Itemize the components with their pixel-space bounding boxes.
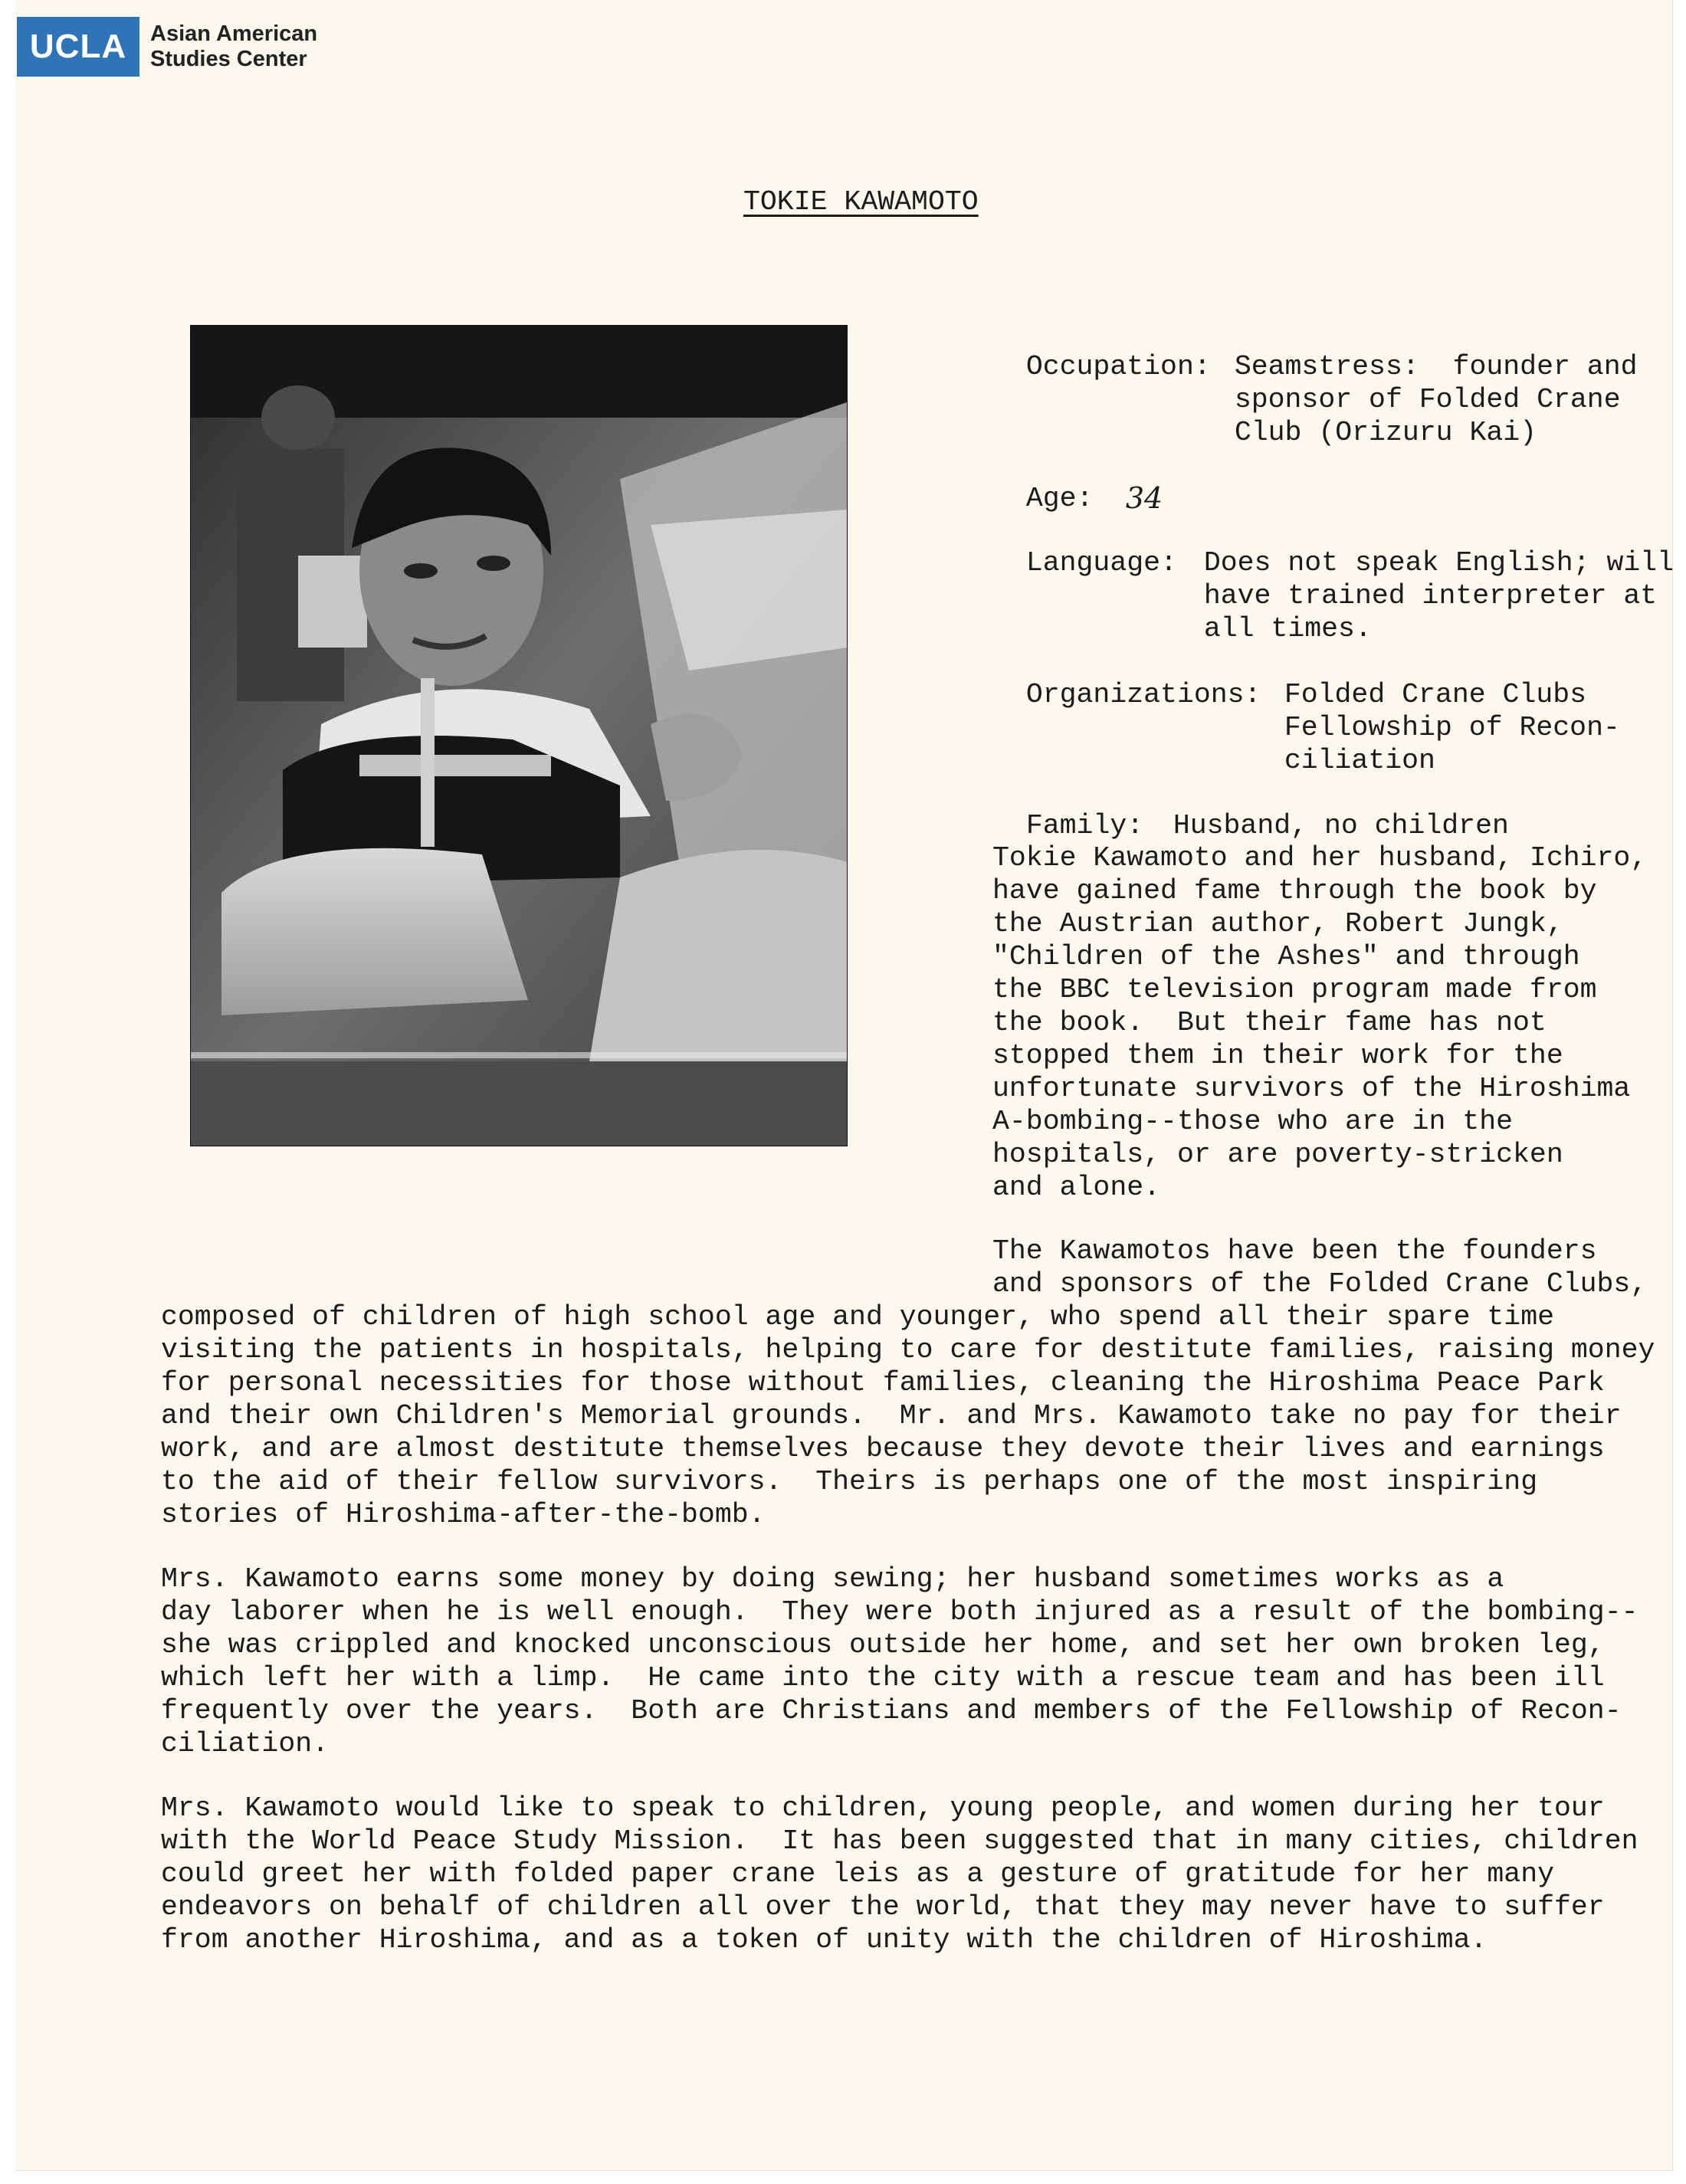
age-label: Age:	[1025, 483, 1094, 514]
center-name	[150, 21, 317, 72]
age-value: 34	[1125, 481, 1163, 515]
fame-paragraph: Tokie Kawamoto and her husband, Ichiro, have gained fame through the book by the Austrian author, Robert Jungk, "Children of the Ashes" and through the BBC television program made from the book. But their fame has not stopped them in their work for the unfortunate survivors of the Hiroshima A-bombing--those who are in the hospitals, or are poverty-stricken and alone.	[992, 842, 1648, 1203]
portrait-photo-icon	[191, 326, 847, 1146]
family-field	[992, 776, 1509, 842]
language-label: Language:	[1025, 547, 1177, 579]
founders-paragraph-start: The Kawamotos have been the founders and sponsors of the Folded Crane Clubs,	[992, 1235, 1648, 1300]
occupation-field	[992, 317, 1638, 449]
founders-paragraph-continued: composed of children of high school age and younger, who spend all their spare time visiting the patients in hospitals, helping to care for destitute families, raising money for personal necessities for those without families, cleaning the Hiroshima Peace Park and their own Children's Memorial grounds. Mr. and Mrs. Kawamoto take no pay for their work, and are almost destitute themselves because they devote their lives and earnings to the aid of their fellow survivors. Theirs is perhaps one of the most inspiring stories of Hiroshima-after-the-bomb.	[161, 1301, 1655, 1530]
center-name-line-1: Asian American	[150, 21, 318, 46]
family-value: Husband, no children	[1173, 810, 1509, 841]
family-label: Family:	[1025, 810, 1144, 841]
occupation-value: Seamstress: founder and sponsor of Folded Crane Club (Orizuru Kai)	[1234, 351, 1638, 448]
sewing-paragraph: Mrs. Kawamoto earns some money by doing sewing; her husband sometimes works as a day laborer when he is well enough. They were both injured as a result of the bombing-- she was crippled and knocked unconscious outside her home, and set her own broken leg, which left her with a limp. He came into the city with a rescue team and has been ill frequently over the years. Both are Christians and members of the Fellowship of Recon- ciliation.	[161, 1563, 1638, 1759]
occupation-label: Occupation:	[1025, 351, 1211, 382]
age-field	[992, 449, 1163, 515]
center-name-line-2: Studies Center	[150, 47, 307, 71]
organizations-label: Organizations:	[1025, 679, 1261, 710]
tour-paragraph: Mrs. Kawamoto would like to speak to children, young people, and women during her tour with the World Peace Study Mission. It has been suggested that in many cities, children could greet her with folded paper crane leis as a gesture of gratitude for her many endeavors on behalf of children all over the world, that they may never have to suffer from another Hiroshima, and as a token of unity with the children of Hiroshima.	[161, 1792, 1638, 1956]
organizations-value: Folded Crane Clubs Fellowship of Recon- ciliation	[1284, 679, 1620, 776]
organizations-field	[992, 645, 1620, 777]
language-value: Does not speak English; will have trained interpreter at all times.	[1203, 547, 1675, 644]
ucla-logo	[17, 17, 317, 77]
ucla-logo-mark: UCLA	[17, 17, 139, 77]
language-field	[992, 513, 1674, 645]
page-title: TOKIE KAWAMOTO	[743, 186, 979, 218]
portrait-photo	[190, 325, 848, 1146]
